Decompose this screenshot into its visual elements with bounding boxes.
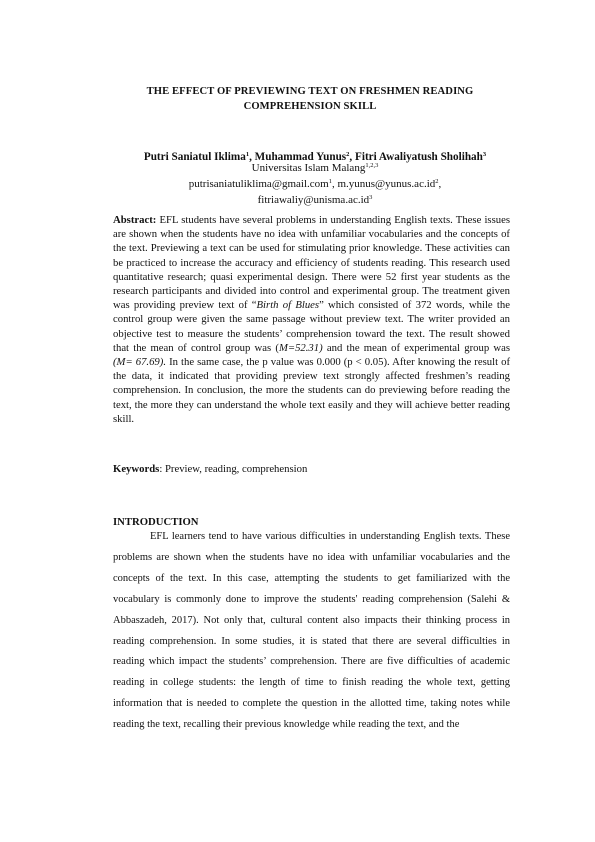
abstract-text: ” which consisted of 372 words, while the control group were given the same passage without preview text. The writer provided an objective test to measure the students’ comprehension toward the text. The result showed that the mean of control group was ( [113, 299, 510, 354]
introduction-paragraph [113, 527, 510, 736]
paper-title [100, 84, 520, 114]
author-name: Putri Saniatul Iklima [143, 151, 246, 163]
abstract-text: EFL students have several problems in understanding English texts. These issues are shown when the students have no idea with unfamiliar vocabularies and the concepts of the text. Previewing a text can be used for stimulating prior knowledge. These activities can be practiced to increase the accuracy and efficiency of students reading. This research used quantitative research; quasi experimental design. There were 52 first year students as the research participants and divided into control and experimental group. The treatment given was providing preview text of “ [113, 214, 510, 312]
email-link[interactable]: m.yunus@yunus.ac.id [337, 178, 436, 190]
abstract-label: Abstract: [113, 214, 157, 226]
title-line-1: THE EFFECT OF PREVIEWING TEXT ON FRESHMEN READING [146, 86, 474, 97]
author-name: Fitri Awaliyatush Sholihah [355, 151, 483, 163]
abstract-italic: M=52.31) [278, 341, 323, 354]
abstract-text: and the mean of experimental group was [322, 341, 510, 354]
keywords-label: Keywords [113, 463, 160, 475]
author-sup: 3 [482, 151, 487, 158]
author-list: Putri Saniatul Iklima$^1$, Muhammad Yunus$^2$, Fitri Awaliyatush Sholihah$^3$ [143, 151, 487, 163]
introduction-text: EFL learners tend to have various difficulties in understanding English texts. These problems are shown when the students have no idea with unfamiliar vocabularies and the concepts of the text. In this case, attempting the students to get familiarized with the vocabulary is commonly done to improve the students' reading comprehension (Salehi & Abbaszadeh, 2017). Not only that, cultural content also impacts their thinking process in reading comprehension. In some studies, it is stated that there are several difficulties in reading which impact the students’ comprehension. There are five difficulties of academic reading in college students: the length of time to finish reading the whole text, getting information that is needed to complete the question in the allotted time, taking notes while reading the text, recalling their previous knowledge while reading the text, and the [113, 531, 510, 731]
section-heading-introduction: INTRODUCTION [113, 516, 199, 528]
keywords-text: : Preview, reading, comprehension [159, 463, 308, 475]
email-sup: 1 [328, 178, 332, 185]
email-sup: 3 [369, 194, 373, 201]
title-line-2: COMPREHENSION SKILL [243, 101, 377, 112]
email-link[interactable]: fitriawaliy@unisma.ac.id [257, 194, 370, 206]
abstract-italic: (M= 67.69). [113, 356, 167, 369]
email-link[interactable]: putrisaniatuliklima@gmail.com [188, 178, 329, 190]
affiliation-block: Universitas Islam Malang$^{1,2,3}$ putrisaniatuliklima@gmail.com$^1$, $m.yunus@yunus.ac.id^2$, $fitriawaliy@unisma.ac.id^3$ [188, 162, 442, 206]
author-name: Muhammad Yunus [254, 151, 347, 163]
affiliation: Universitas Islam Malang [251, 162, 366, 174]
abstract [113, 213, 510, 426]
abstract-italic: Birth of Blues [256, 299, 320, 312]
author-sup: 2 [346, 151, 350, 158]
abstract-text: In the same case, the p value was 0.000 (p < 0.05). After knowing the result of the data, it indicated that providing preview text strongly affected freshmen’s reading comprehension. In conclusion, the more the students can do previewing before reading the text, the more they can understand the whole text easily and they will achieve better reading skill. [113, 356, 510, 425]
email-sup: 2 [435, 178, 439, 185]
affiliation-sup: 1,2,3 [365, 162, 379, 169]
keywords [113, 462, 510, 476]
author-sup: 1 [245, 151, 250, 158]
